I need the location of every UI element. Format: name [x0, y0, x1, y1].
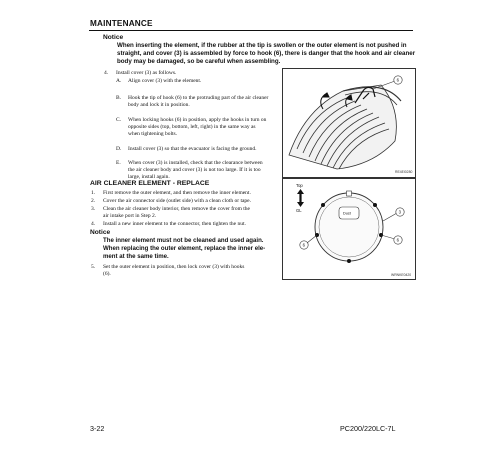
notice-line: The inner element must not be cleaned and used again.: [103, 237, 264, 244]
sub-step-line: opposite sides (top, bottom, left, right) in the same way as: [128, 124, 256, 130]
figure-id: RE4EI0280: [395, 170, 413, 174]
figure-hook-drawing: [283, 69, 415, 177]
sub-step-line: the air cleaner body and cover (3) is not too large. If it is too: [128, 167, 261, 173]
step-text: [103, 264, 244, 278]
page-number: 3-22: [90, 424, 105, 433]
sub-step-letter: D.: [116, 146, 122, 152]
step-line: air intake port in Step 2.: [103, 213, 157, 219]
model-name: PC200/220LC-7L: [340, 424, 396, 433]
dust-label: Dust: [343, 211, 351, 216]
step-number: 4.: [104, 70, 109, 76]
step-text: [103, 206, 250, 220]
step-number: 3.: [91, 206, 96, 212]
sub-step-line: When cover (3) is installed, check that the clearance between: [128, 160, 263, 166]
figure-cover-orientation: [282, 178, 416, 280]
notice-text: [103, 237, 283, 261]
step-text: [103, 198, 251, 205]
sub-step-text: [128, 146, 256, 153]
step-line: First remove the outer element, and then remove the inner element.: [103, 190, 251, 196]
sub-step-letter: A.: [116, 78, 122, 84]
figure-hook-install: [282, 68, 416, 178]
step-number: 4.: [91, 221, 96, 227]
figure-id: WRNKE0420: [391, 273, 412, 277]
sub-step-line: Install cover (3) so that the evacuator is facing the ground.: [128, 146, 257, 152]
sub-step-line: Hook the tip of hook (6) to the protruding part of the air cleaner: [128, 95, 269, 101]
step-line: (6).: [103, 271, 111, 277]
step-text: [103, 190, 251, 197]
callout-cover: 3: [398, 209, 401, 215]
callout-hook: 6: [396, 77, 399, 83]
sub-step-line: When locking hooks (6) in position, apply the hooks in turn on: [128, 117, 267, 123]
notice-line: When replacing the outer element, replace the inner ele-: [103, 245, 266, 252]
notice-line: body may be damaged, so be careful when assembling.: [117, 58, 281, 65]
sub-step-text: [128, 117, 266, 138]
step-text: [103, 221, 246, 228]
header-title: MAINTENANCE: [90, 19, 153, 28]
sub-step-line: large, install again.: [128, 174, 170, 180]
notice-label: Notice: [103, 34, 124, 41]
step-text: Install cover (3) as follows.: [116, 70, 177, 76]
notice-line: When inserting the element, if the rubber at the tip is swollen or the outer element is not pushed in: [117, 42, 407, 49]
step-line: Clean the air cleaner body interior, then remove the cover from the: [103, 206, 250, 212]
sub-step-line: body and lock it in position.: [128, 102, 190, 108]
sub-step-text: [128, 78, 201, 85]
step-line: Set the outer element in position, then lock cover (3) with hooks: [103, 264, 245, 270]
sub-step-text: [128, 160, 263, 181]
step-line: Cover the air connector side (outlet side) with a clean cloth or tape.: [103, 198, 251, 204]
sub-step-line: Align cover (3) with the element.: [128, 78, 202, 84]
step-number: 5.: [91, 264, 96, 270]
sub-step-letter: E.: [116, 160, 121, 166]
notice-line: ment at the same time.: [103, 253, 169, 260]
step-number: 2.: [91, 198, 96, 204]
sub-step-letter: B.: [116, 95, 122, 101]
callout-hook-left: 6: [302, 242, 305, 248]
sub-step-line: when tightening bolts.: [128, 131, 178, 137]
figure-cover-drawing: [283, 179, 415, 279]
gl-label: GL: [296, 208, 302, 213]
step-number: 1.: [91, 190, 96, 196]
step-line: Install a new inner element to the connector, then tighten the nut.: [103, 221, 246, 227]
sub-step-text: [128, 95, 268, 109]
top-label: Top: [296, 183, 303, 188]
sub-step-letter: C.: [116, 117, 122, 123]
callout-hook-right: 6: [396, 237, 399, 243]
section-title: AIR CLEANER ELEMENT - REPLACE: [90, 180, 210, 187]
notice-text: [117, 42, 417, 66]
header-rule: [89, 30, 413, 31]
notice-label: Notice: [90, 229, 111, 236]
notice-line: straight, and cover (3) is assembled by force to hook (6), there is danger that the hook and air cleaner: [117, 50, 416, 57]
